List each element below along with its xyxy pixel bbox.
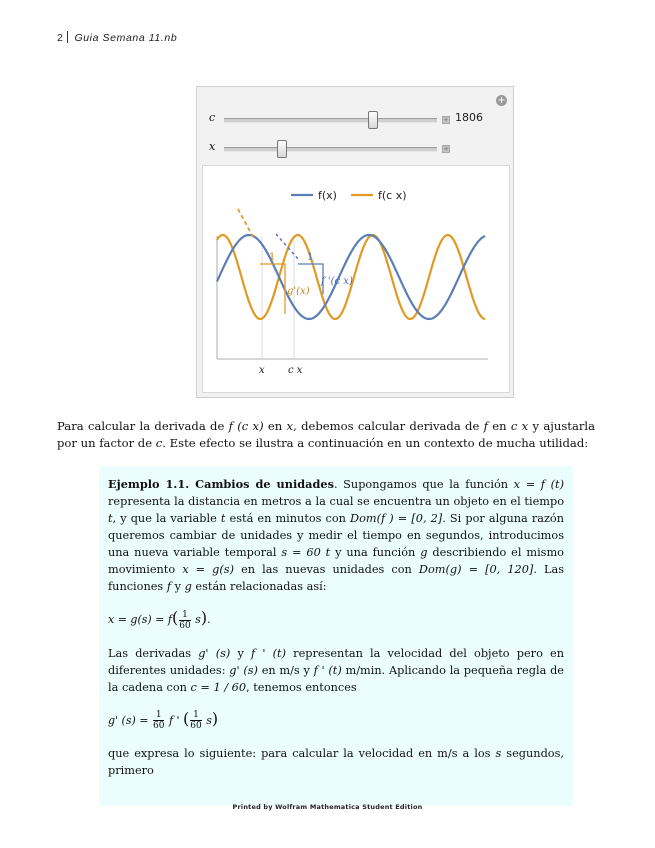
denominator: 60 bbox=[179, 620, 191, 631]
text: que expresa lo siguiente: para calcular la velocidad en m/s a los bbox=[108, 747, 496, 760]
fraction bbox=[153, 710, 164, 731]
text: y bbox=[171, 580, 185, 593]
text: , debemos calcular derivada de bbox=[293, 419, 484, 433]
math: t bbox=[220, 512, 226, 525]
equation-2: g' (s) = $\frac{1}{60}$ f ' ( $\frac{1}{60}$ s) bbox=[108, 708, 219, 731]
math: g bbox=[420, 546, 428, 559]
math: c x bbox=[510, 419, 529, 433]
text: describiendo el mismo movimiento bbox=[108, 546, 564, 576]
math: g' (s) bbox=[229, 663, 258, 677]
equation-1: x = g(s) = f( $\frac{1}{60}$ s). bbox=[108, 608, 211, 631]
slider-c-thumb[interactable] bbox=[368, 111, 378, 129]
options-plus-icon[interactable]: + bbox=[497, 95, 506, 106]
example-title: Ejemplo 1.1. Cambios de unidades bbox=[108, 477, 334, 491]
g-prime-label: g'(x) bbox=[287, 286, 310, 297]
text: en m/s y bbox=[257, 663, 314, 677]
fraction bbox=[179, 610, 190, 631]
slider-c-expand-icon[interactable]: + bbox=[443, 116, 449, 124]
page-header bbox=[57, 31, 177, 44]
math: g bbox=[184, 580, 192, 593]
legend-f-label: f(x) bbox=[318, 189, 337, 202]
text: . bbox=[207, 613, 211, 626]
text: m/min. Aplicando la pequeña regla de la cadena con bbox=[108, 663, 564, 694]
text: . Supongamos que la función bbox=[333, 478, 514, 491]
legend-fc-label: f(c x) bbox=[378, 189, 407, 202]
math: f ' (t) bbox=[313, 663, 342, 677]
denominator: 60 bbox=[190, 721, 202, 731]
text: en bbox=[487, 419, 511, 433]
numerator: 1 bbox=[190, 710, 201, 721]
denominator: 60 bbox=[153, 721, 165, 731]
example-paragraph-2 bbox=[108, 645, 564, 696]
text: segundos, primero bbox=[108, 747, 564, 777]
tick-label-cx: c x bbox=[288, 365, 303, 376]
text: . Las funciones bbox=[108, 563, 564, 593]
math: f (c x) bbox=[228, 419, 264, 433]
text: Para calcular la derivada de bbox=[57, 419, 229, 433]
slider-x-label: x bbox=[209, 140, 216, 153]
text: Las derivadas bbox=[108, 646, 199, 660]
f-prime-label: f '(c x) bbox=[321, 276, 353, 287]
math: x = f (t) bbox=[513, 478, 564, 491]
notebook-title: Guia Semana 11.nb bbox=[74, 32, 178, 44]
slider-x-track[interactable] bbox=[224, 147, 437, 152]
math: Dom(g) = [0, 120] bbox=[418, 563, 534, 576]
tangent-orange bbox=[238, 209, 253, 237]
plot-area bbox=[202, 165, 510, 393]
math: f ' (t) bbox=[251, 646, 286, 660]
math: s = 60 t bbox=[281, 546, 331, 559]
numerator: 1 bbox=[179, 610, 190, 621]
step-label-left: 1 bbox=[269, 252, 276, 263]
math: Dom(f ) = [0, 2] bbox=[350, 512, 443, 525]
math: x bbox=[286, 419, 294, 433]
math: s bbox=[191, 613, 201, 626]
text: en bbox=[263, 419, 287, 433]
text: representan la velocidad del objeto pero en diferentes unidades: bbox=[108, 646, 564, 677]
text: en las nuevas unidades con bbox=[234, 563, 419, 576]
slider-c-track[interactable] bbox=[224, 118, 437, 123]
math: f bbox=[483, 419, 488, 433]
example-paragraph-1 bbox=[108, 476, 564, 595]
math: s bbox=[202, 713, 212, 727]
math: x = g(s) bbox=[182, 563, 235, 576]
text: están relacionadas así: bbox=[191, 580, 327, 593]
math: c = 1 / 60 bbox=[190, 680, 247, 694]
print-footer: Printed by Wolfram Mathematica Student Edition bbox=[232, 803, 423, 811]
text: y ajustarla por un factor de bbox=[57, 419, 596, 450]
slider-x-expand-icon[interactable]: + bbox=[443, 145, 449, 153]
tick-label-x: x bbox=[259, 365, 265, 376]
math: t bbox=[108, 512, 113, 525]
math: g' (s) = bbox=[108, 713, 152, 727]
math: x = g(s) = f bbox=[108, 613, 172, 626]
math: g' (s) bbox=[198, 646, 231, 660]
math: s bbox=[495, 747, 502, 760]
manipulate-panel bbox=[196, 86, 514, 398]
text: está en minutos con bbox=[225, 512, 351, 525]
intro-paragraph bbox=[57, 418, 595, 452]
text: . Este efecto se ilustra a continuación en un contexto de mucha utilidad: bbox=[162, 436, 589, 450]
step-label-right: 1 bbox=[307, 252, 314, 263]
function-plot bbox=[203, 166, 509, 392]
text: representa la distancia en metros a la cual se encuentra un objeto en el tiempo bbox=[108, 495, 564, 508]
slider-x-thumb[interactable] bbox=[277, 140, 287, 158]
text: y una función bbox=[330, 546, 421, 559]
math: f ' bbox=[165, 713, 184, 727]
fraction bbox=[190, 710, 201, 731]
math: f bbox=[166, 580, 172, 593]
text: y bbox=[230, 646, 252, 660]
text: . Si por alguna razón queremos cambiar de unidades y medir el tiempo en segundos, introducimos una nueva variable temporal bbox=[108, 512, 564, 559]
page-number: 2 bbox=[57, 32, 64, 44]
numerator: 1 bbox=[153, 710, 164, 721]
header-divider bbox=[67, 31, 68, 43]
example-paragraph-3 bbox=[108, 745, 564, 779]
text: , y que la variable bbox=[112, 512, 221, 525]
example-box bbox=[99, 466, 573, 806]
math: c bbox=[155, 436, 163, 450]
slider-c-label: c bbox=[209, 111, 216, 124]
text: , tenemos entonces bbox=[246, 680, 357, 694]
slider-c-value[interactable]: 1806 bbox=[455, 111, 483, 124]
